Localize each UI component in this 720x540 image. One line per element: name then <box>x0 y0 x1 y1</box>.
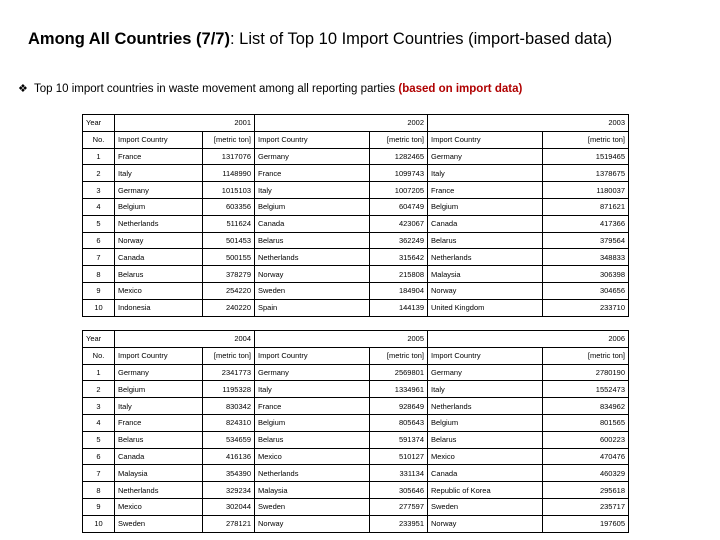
country-cell: Mexico <box>428 448 543 465</box>
country-cell: Indonesia <box>115 299 203 316</box>
country-cell: Mexico <box>255 448 370 465</box>
country-cell: Canada <box>115 249 203 266</box>
tonnage-cell: 500155 <box>203 249 255 266</box>
year-header: 2001 <box>115 115 255 132</box>
section-heading-text: Top 10 import countries in waste movement among all reporting parties <box>34 83 396 95</box>
tonnage-cell: 240220 <box>203 299 255 316</box>
metric-ton-header: [metric ton] <box>203 347 255 364</box>
country-cell: Republic of Korea <box>428 482 543 499</box>
country-cell: Norway <box>255 515 370 532</box>
table-row <box>83 515 629 532</box>
country-cell: Netherlands <box>115 215 203 232</box>
rank-cell: 3 <box>83 398 115 415</box>
country-cell: Norway <box>115 232 203 249</box>
tonnage-cell: 233710 <box>543 299 629 316</box>
tonnage-cell: 1282465 <box>370 148 428 165</box>
tonnage-cell: 197605 <box>543 515 629 532</box>
country-cell: Italy <box>255 381 370 398</box>
column-header-row <box>83 131 629 148</box>
rank-cell: 9 <box>83 498 115 515</box>
section-heading <box>18 82 522 95</box>
tonnage-cell: 1007205 <box>370 182 428 199</box>
tonnage-cell: 801565 <box>543 414 629 431</box>
tonnage-cell: 235717 <box>543 498 629 515</box>
rank-cell: 1 <box>83 364 115 381</box>
country-cell: Belarus <box>255 431 370 448</box>
country-cell: Netherlands <box>428 249 543 266</box>
country-cell: Belarus <box>428 232 543 249</box>
country-cell: Belarus <box>255 232 370 249</box>
page-title-rest: : List of Top 10 Import Countries (import-based data) <box>229 30 613 48</box>
country-cell: Italy <box>115 398 203 415</box>
country-cell: Belgium <box>428 414 543 431</box>
country-cell: Norway <box>428 282 543 299</box>
table-row <box>83 282 629 299</box>
table-row <box>83 249 629 266</box>
tonnage-cell: 254220 <box>203 282 255 299</box>
country-cell: Belgium <box>115 381 203 398</box>
section-heading-highlight: (based on import data) <box>398 83 523 95</box>
year-header: 2005 <box>255 331 428 348</box>
tonnage-cell: 378279 <box>203 266 255 283</box>
tonnage-cell: 534659 <box>203 431 255 448</box>
country-cell: France <box>115 148 203 165</box>
country-cell: Netherlands <box>255 249 370 266</box>
tonnage-cell: 1195328 <box>203 381 255 398</box>
country-cell: France <box>428 182 543 199</box>
tonnage-cell: 470476 <box>543 448 629 465</box>
rank-cell: 7 <box>83 249 115 266</box>
country-cell: Germany <box>255 364 370 381</box>
tonnage-cell: 824310 <box>203 414 255 431</box>
table-row <box>83 148 629 165</box>
tonnage-cell: 233951 <box>370 515 428 532</box>
tonnage-cell: 1099743 <box>370 165 428 182</box>
tonnage-cell: 315642 <box>370 249 428 266</box>
table-row <box>83 381 629 398</box>
tonnage-cell: 2569801 <box>370 364 428 381</box>
no-header: No. <box>83 347 115 364</box>
country-cell: Belgium <box>255 198 370 215</box>
page-title-bold: Among All Countries (7/7) <box>28 30 230 48</box>
tonnage-cell: 510127 <box>370 448 428 465</box>
country-cell: France <box>255 165 370 182</box>
rank-cell: 5 <box>83 215 115 232</box>
country-cell: Italy <box>115 165 203 182</box>
tonnage-cell: 871621 <box>543 198 629 215</box>
country-cell: Belgium <box>428 198 543 215</box>
country-cell: Malaysia <box>428 266 543 283</box>
metric-ton-header: [metric ton] <box>370 347 428 364</box>
rank-cell: 4 <box>83 414 115 431</box>
table-row <box>83 398 629 415</box>
tonnage-cell: 416136 <box>203 448 255 465</box>
tonnage-cell: 460329 <box>543 465 629 482</box>
table-row <box>83 498 629 515</box>
tonnage-cell: 306398 <box>543 266 629 283</box>
import-table-2001-2003 <box>82 114 629 317</box>
country-cell: United Kingdom <box>428 299 543 316</box>
import-country-header: Import Country <box>428 131 543 148</box>
year-header: 2006 <box>428 331 629 348</box>
rank-cell: 5 <box>83 431 115 448</box>
tonnage-cell: 215808 <box>370 266 428 283</box>
tonnage-cell: 603356 <box>203 198 255 215</box>
rank-cell: 9 <box>83 282 115 299</box>
country-cell: Mexico <box>115 282 203 299</box>
country-cell: Sweden <box>115 515 203 532</box>
tonnage-cell: 501453 <box>203 232 255 249</box>
table-row <box>83 182 629 199</box>
rank-cell: 6 <box>83 232 115 249</box>
tonnage-cell: 2780190 <box>543 364 629 381</box>
tonnage-cell: 1015103 <box>203 182 255 199</box>
country-cell: Germany <box>255 148 370 165</box>
rank-cell: 8 <box>83 482 115 499</box>
country-cell: Germany <box>115 182 203 199</box>
tonnage-cell: 1378675 <box>543 165 629 182</box>
table-row <box>83 198 629 215</box>
tonnage-cell: 830342 <box>203 398 255 415</box>
rank-cell: 3 <box>83 182 115 199</box>
country-cell: Germany <box>428 364 543 381</box>
country-cell: Canada <box>428 215 543 232</box>
country-cell: Belarus <box>115 431 203 448</box>
tonnage-cell: 1552473 <box>543 381 629 398</box>
tonnage-cell: 144139 <box>370 299 428 316</box>
tonnage-cell: 277597 <box>370 498 428 515</box>
tonnage-cell: 184904 <box>370 282 428 299</box>
country-cell: France <box>255 398 370 415</box>
country-cell: Mexico <box>115 498 203 515</box>
tonnage-cell: 278121 <box>203 515 255 532</box>
tonnage-cell: 928649 <box>370 398 428 415</box>
country-cell: France <box>115 414 203 431</box>
table-row <box>83 448 629 465</box>
tonnage-cell: 600223 <box>543 431 629 448</box>
tonnage-cell: 805643 <box>370 414 428 431</box>
table-row <box>83 414 629 431</box>
diamond-bullet-icon: ❖ <box>18 83 28 95</box>
tonnage-cell: 604749 <box>370 198 428 215</box>
country-cell: Italy <box>255 182 370 199</box>
metric-ton-header: [metric ton] <box>543 131 629 148</box>
tonnage-cell: 354390 <box>203 465 255 482</box>
table-row <box>83 465 629 482</box>
table-row <box>83 482 629 499</box>
rank-cell: 2 <box>83 381 115 398</box>
tonnage-cell: 511624 <box>203 215 255 232</box>
country-cell: Germany <box>428 148 543 165</box>
import-country-header: Import Country <box>115 347 203 364</box>
country-cell: Norway <box>255 266 370 283</box>
country-cell: Italy <box>428 381 543 398</box>
country-cell: Sweden <box>255 498 370 515</box>
tonnage-cell: 305646 <box>370 482 428 499</box>
tonnage-cell: 2341773 <box>203 364 255 381</box>
year-header-row <box>83 115 629 132</box>
metric-ton-header: [metric ton] <box>203 131 255 148</box>
table-row <box>83 215 629 232</box>
tonnage-cell: 1180037 <box>543 182 629 199</box>
tonnage-cell: 304656 <box>543 282 629 299</box>
country-cell: Germany <box>115 364 203 381</box>
country-cell: Belarus <box>115 266 203 283</box>
import-country-header: Import Country <box>255 347 370 364</box>
rank-cell: 1 <box>83 148 115 165</box>
tonnage-cell: 295618 <box>543 482 629 499</box>
rank-cell: 2 <box>83 165 115 182</box>
table-row <box>83 232 629 249</box>
tonnage-cell: 1317076 <box>203 148 255 165</box>
rank-cell: 4 <box>83 198 115 215</box>
tonnage-cell: 362249 <box>370 232 428 249</box>
country-cell: Belgium <box>115 198 203 215</box>
tonnage-cell: 1148990 <box>203 165 255 182</box>
country-cell: Netherlands <box>428 398 543 415</box>
tonnage-cell: 331134 <box>370 465 428 482</box>
rank-cell: 7 <box>83 465 115 482</box>
country-cell: Spain <box>255 299 370 316</box>
country-cell: Norway <box>428 515 543 532</box>
metric-ton-header: [metric ton] <box>543 347 629 364</box>
table-row <box>83 364 629 381</box>
country-cell: Netherlands <box>255 465 370 482</box>
tonnage-cell: 1519465 <box>543 148 629 165</box>
rank-cell: 10 <box>83 299 115 316</box>
country-cell: Malaysia <box>255 482 370 499</box>
table-row <box>83 299 629 316</box>
tonnage-cell: 591374 <box>370 431 428 448</box>
tonnage-cell: 379564 <box>543 232 629 249</box>
tonnage-cell: 329234 <box>203 482 255 499</box>
country-cell: Belarus <box>428 431 543 448</box>
page-title <box>28 30 612 49</box>
tonnage-cell: 348833 <box>543 249 629 266</box>
import-country-header: Import Country <box>115 131 203 148</box>
table-row <box>83 266 629 283</box>
tonnage-cell: 423067 <box>370 215 428 232</box>
year-header: 2002 <box>255 115 428 132</box>
rank-cell: 6 <box>83 448 115 465</box>
table-row <box>83 431 629 448</box>
year-header-row <box>83 331 629 348</box>
country-cell: Belgium <box>255 414 370 431</box>
country-cell: Canada <box>115 448 203 465</box>
country-cell: Sweden <box>428 498 543 515</box>
tonnage-cell: 1334961 <box>370 381 428 398</box>
rank-cell: 8 <box>83 266 115 283</box>
country-cell: Canada <box>255 215 370 232</box>
metric-ton-header: [metric ton] <box>370 131 428 148</box>
year-header: 2004 <box>115 331 255 348</box>
import-country-header: Import Country <box>428 347 543 364</box>
country-cell: Malaysia <box>115 465 203 482</box>
import-country-header: Import Country <box>255 131 370 148</box>
country-cell: Netherlands <box>115 482 203 499</box>
country-cell: Canada <box>428 465 543 482</box>
column-header-row <box>83 347 629 364</box>
country-cell: Sweden <box>255 282 370 299</box>
country-cell: Italy <box>428 165 543 182</box>
tonnage-cell: 302044 <box>203 498 255 515</box>
tonnage-cell: 417366 <box>543 215 629 232</box>
year-header: 2003 <box>428 115 629 132</box>
import-table-2004-2006 <box>82 330 629 533</box>
no-header: No. <box>83 131 115 148</box>
tonnage-cell: 834962 <box>543 398 629 415</box>
year-label: Year <box>83 115 115 132</box>
table-row <box>83 165 629 182</box>
year-label: Year <box>83 331 115 348</box>
rank-cell: 10 <box>83 515 115 532</box>
